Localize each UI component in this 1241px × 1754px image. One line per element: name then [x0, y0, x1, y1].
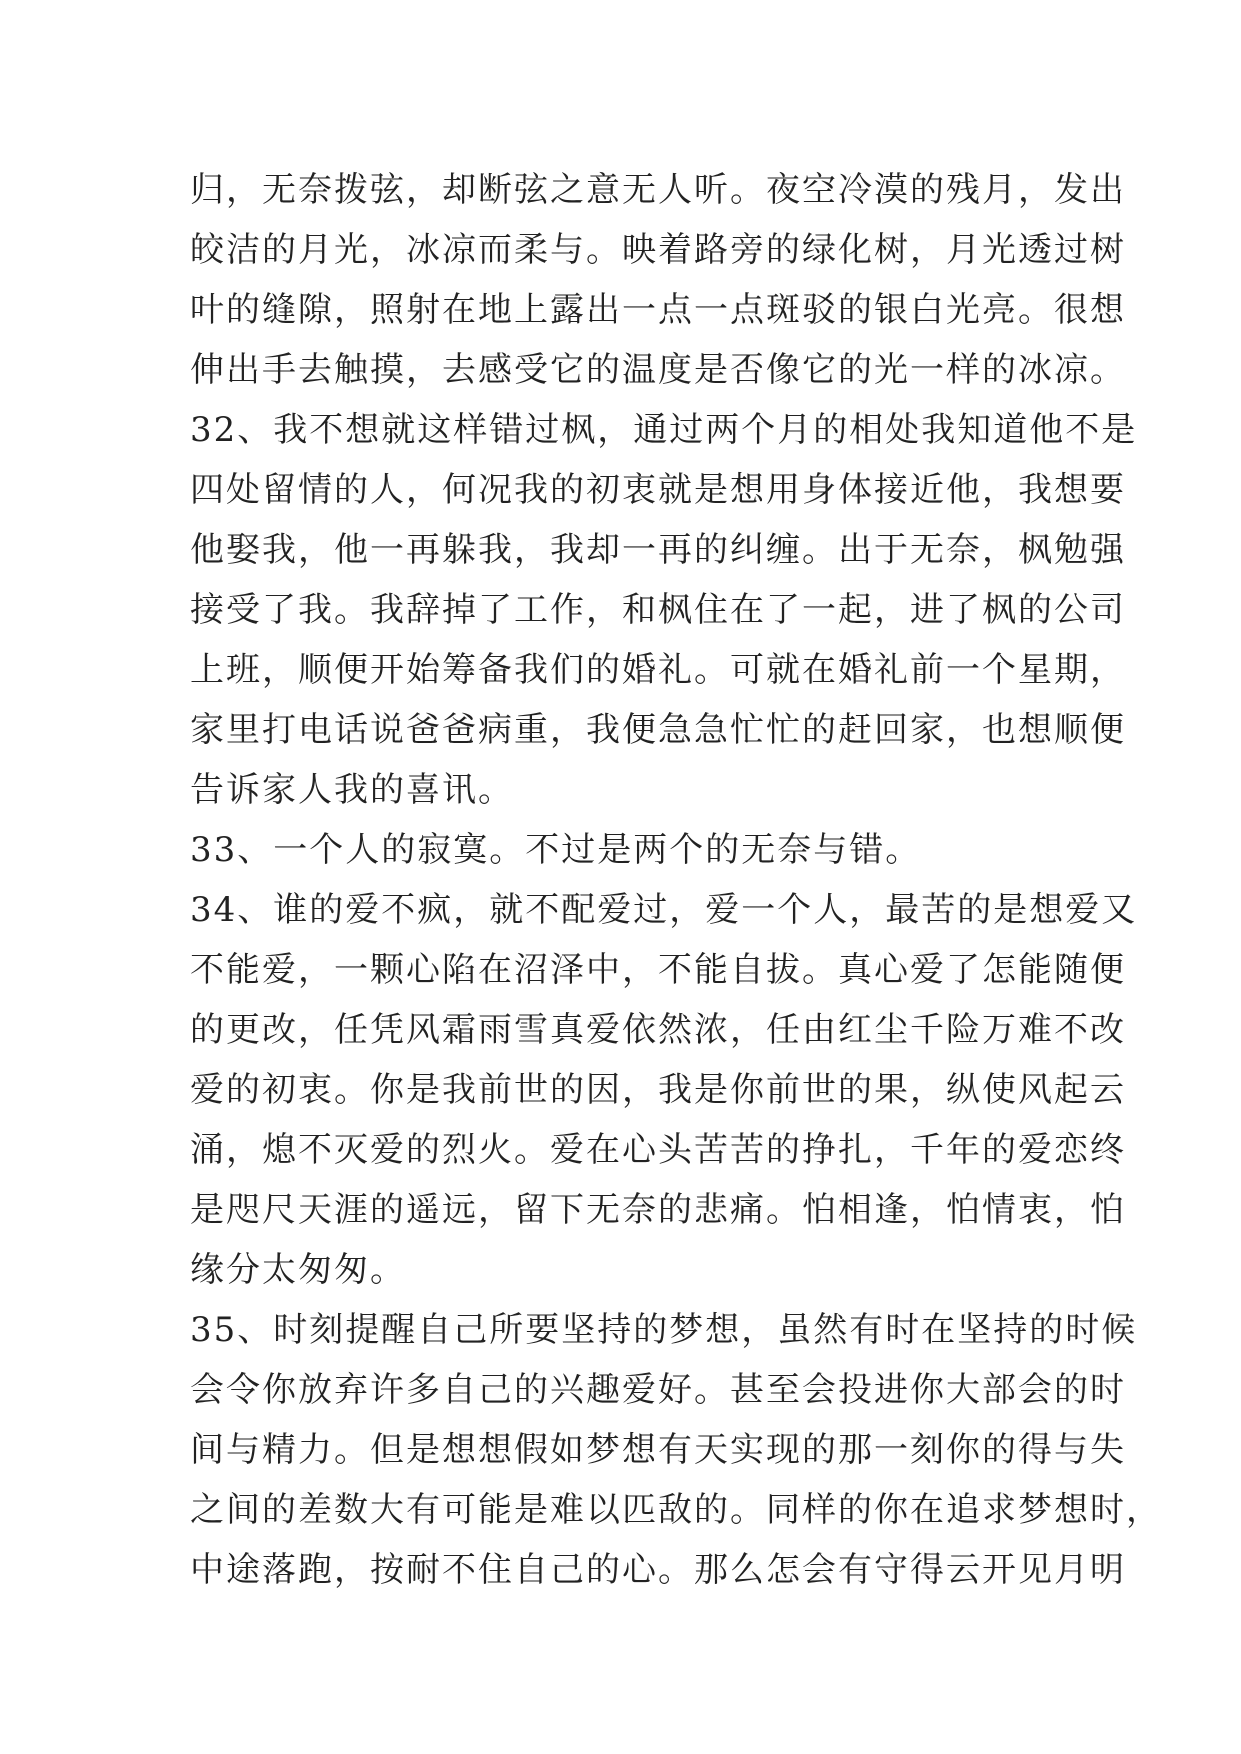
text-line: 皎洁的月光，冰凉而柔与。映着路旁的绿化树，月光透过树 — [190, 230, 1126, 270]
text-line: 归，无奈拨弦，却断弦之意无人听。夜空冷漠的残月，发出 — [190, 170, 1126, 210]
text-line: 之间的差数大有可能是难以匹敌的。同样的你在追求梦想时， — [190, 1490, 1162, 1530]
text-line: 爱的初衷。你是我前世的因，我是你前世的果，纵使风起云 — [190, 1070, 1126, 1110]
text-line: 告诉家人我的喜讯。 — [190, 770, 514, 810]
text-line: 接受了我。我辞掉了工作，和枫住在了一起，进了枫的公司 — [190, 590, 1126, 630]
text-line: 四处留情的人，何况我的初衷就是想用身体接近他，我想要 — [190, 470, 1126, 510]
text-line: 会令你放弃许多自己的兴趣爱好。甚至会投进你大部会的时 — [190, 1370, 1126, 1410]
text-line: 间与精力。但是想想假如梦想有天实现的那一刻你的得与失 — [190, 1430, 1126, 1470]
text-line: 不能爱，一颗心陷在沼泽中，不能自拔。真心爱了怎能随便 — [190, 950, 1126, 990]
text-line: 叶的缝隙，照射在地上露出一点一点斑驳的银白光亮。很想 — [190, 290, 1126, 330]
text-line: 涌，熄不灭爱的烈火。爱在心头苦苦的挣扎，千年的爱恋终 — [190, 1130, 1126, 1170]
text-line: 上班，顺便开始筹备我们的婚礼。可就在婚礼前一个星期， — [190, 650, 1126, 690]
document-body — [190, 160, 1162, 1600]
text-line: 是咫尺天涯的遥远，留下无奈的悲痛。怕相逢，怕情衷，怕 — [190, 1190, 1126, 1230]
text-line: 他娶我，他一再躲我，我却一再的纠缠。出于无奈，枫勉强 — [190, 530, 1126, 570]
text-line: 34、谁的爱不疯，就不配爱过，爱一个人，最苦的是想爱又 — [190, 890, 1138, 930]
text-line: 35、时刻提醒自己所要坚持的梦想，虽然有时在坚持的时候 — [190, 1310, 1138, 1350]
text-line: 家里打电话说爸爸病重，我便急急忙忙的赶回家，也想顺便 — [190, 710, 1126, 750]
text-line: 33、一个人的寂寞。不过是两个的无奈与错。 — [190, 830, 922, 870]
text-line: 32、我不想就这样错过枫，通过两个月的相处我知道他不是 — [190, 410, 1138, 450]
text-line: 中途落跑，按耐不住自己的心。那么怎会有守得云开见月明 — [190, 1550, 1126, 1590]
text-line: 缘分太匆匆。 — [190, 1250, 406, 1290]
text-line: 伸出手去触摸，去感受它的温度是否像它的光一样的冰凉。 — [190, 350, 1126, 390]
text-line: 的更改，任凭风霜雨雪真爱依然浓，任由红尘千险万难不改 — [190, 1010, 1126, 1050]
